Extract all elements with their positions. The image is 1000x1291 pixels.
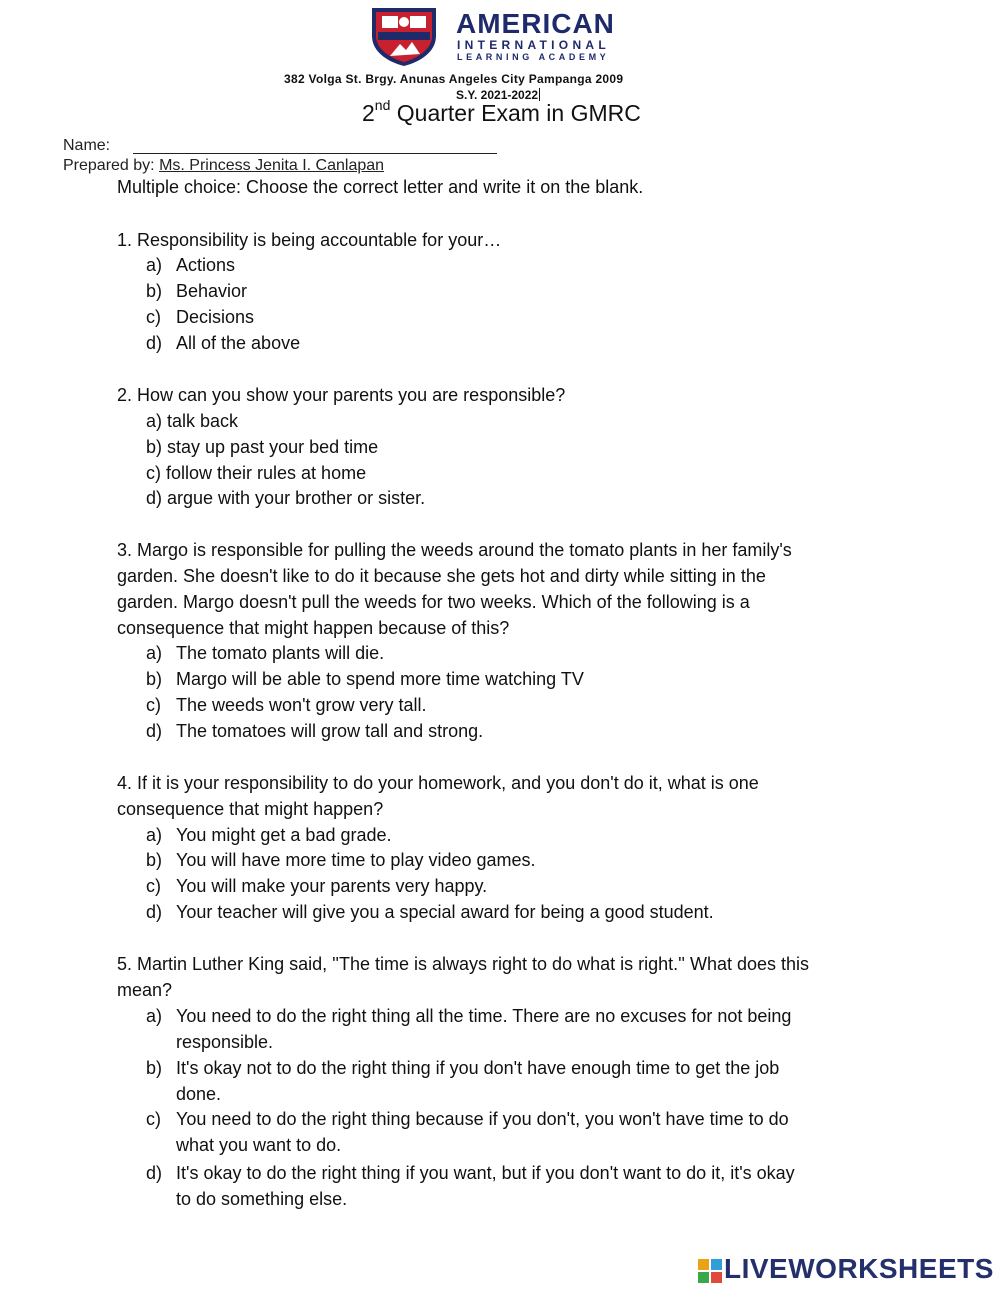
option-text: The tomato plants will die. bbox=[176, 643, 385, 663]
option-letter: c) bbox=[146, 307, 161, 327]
option-letter: c) bbox=[146, 1109, 161, 1129]
option-text: You need to do the right thing because if you don't, you won't have time to do bbox=[176, 1109, 789, 1129]
question-2: 2. How can you show your parents you are responsible? bbox=[117, 385, 566, 405]
question-1: 1. Responsibility is being accountable for your… bbox=[117, 230, 502, 250]
option-text: Margo will be able to spend more time watching TV bbox=[176, 669, 584, 689]
question-3-line-1: 3. Margo is responsible for pulling the weeds around the tomato plants in her family's bbox=[117, 540, 792, 560]
q3-option-b bbox=[146, 666, 584, 692]
option-letter: c) bbox=[146, 876, 161, 896]
q4-option-c bbox=[146, 873, 487, 899]
name-blank-line[interactable] bbox=[133, 153, 497, 154]
option-letter: d) bbox=[146, 721, 163, 741]
option-text: Your teacher will give you a special award for being a good student. bbox=[176, 902, 714, 922]
liveworksheets-brand[interactable]: LIVEWORKSHEETS bbox=[724, 1253, 994, 1284]
prepared-by-label: Prepared by: bbox=[63, 157, 160, 174]
q5-option-d bbox=[146, 1160, 795, 1186]
exam-title-number: 2 bbox=[362, 100, 375, 126]
option-text: You need to do the right thing all the time. There are no excuses for not being bbox=[176, 1006, 792, 1026]
q4-option-a bbox=[146, 822, 392, 848]
option-text: You will make your parents very happy. bbox=[176, 876, 488, 896]
q2-option-d: d) argue with your brother or sister. bbox=[146, 488, 426, 508]
q5-option-c bbox=[146, 1106, 789, 1132]
option-letter: a) bbox=[146, 255, 163, 275]
question-3-line-2: garden. She doesn't like to do it because she gets hot and dirty while sitting in the bbox=[117, 566, 766, 586]
school-address: 382 Volga St. Brgy. Anunas Angeles City Pampanga 2009 bbox=[284, 72, 624, 86]
q4-option-d bbox=[146, 899, 714, 925]
exam-title-text: Quarter Exam in GMRC bbox=[390, 100, 641, 126]
q3-option-d bbox=[146, 718, 483, 744]
q5-option-b bbox=[146, 1055, 779, 1081]
q5-option-a-cont: responsible. bbox=[176, 1032, 274, 1052]
name-label: Name: bbox=[63, 137, 111, 154]
exam-title bbox=[362, 97, 641, 127]
option-text: You will have more time to play video games. bbox=[176, 850, 536, 870]
option-text: It's okay not to do the right thing if you don't have enough time to get the job bbox=[176, 1058, 780, 1078]
q5-option-b-cont: done. bbox=[176, 1084, 222, 1104]
q1-option-b bbox=[146, 278, 247, 304]
option-letter: c) bbox=[146, 695, 161, 715]
question-3-line-3: garden. Margo doesn't pull the weeds for two weeks. Which of the following is a bbox=[117, 592, 750, 612]
q3-option-c bbox=[146, 692, 427, 718]
option-letter: b) bbox=[146, 1058, 163, 1078]
q5-option-d-cont: to do something else. bbox=[176, 1189, 348, 1209]
question-3-line-4: consequence that might happen because of this? bbox=[117, 618, 510, 638]
question-4-line-1: 4. If it is your responsibility to do your homework, and you don't do it, what is one bbox=[117, 773, 759, 793]
option-letter: b) bbox=[146, 669, 163, 689]
q2-option-a: a) talk back bbox=[146, 411, 239, 431]
school-name-line3: LEARNING ACADEMY bbox=[457, 52, 610, 62]
option-text: The tomatoes will grow tall and strong. bbox=[176, 721, 484, 741]
q1-option-c bbox=[146, 304, 254, 330]
option-text: Decisions bbox=[176, 307, 255, 327]
option-text: Behavior bbox=[176, 281, 248, 301]
question-5-line-1: 5. Martin Luther King said, ''The time is always right to do what is right.'' What does this bbox=[117, 954, 810, 974]
option-text: You might get a bad grade. bbox=[176, 825, 392, 845]
q2-option-b: b) stay up past your bed time bbox=[146, 437, 379, 457]
option-letter: d) bbox=[146, 333, 163, 353]
q1-option-d bbox=[146, 330, 300, 356]
option-text: Actions bbox=[176, 255, 236, 275]
option-text: All of the above bbox=[176, 333, 301, 353]
q3-option-a bbox=[146, 640, 384, 666]
option-letter: b) bbox=[146, 281, 163, 301]
q5-option-c-cont: what you want to do. bbox=[176, 1135, 342, 1155]
exam-title-ordinal: nd bbox=[374, 97, 391, 113]
option-text: The weeds won't grow very tall. bbox=[176, 695, 427, 715]
q1-option-a bbox=[146, 252, 235, 278]
q2-option-c: c) follow their rules at home bbox=[146, 463, 367, 483]
school-logo bbox=[368, 6, 440, 68]
option-letter: a) bbox=[146, 1006, 163, 1026]
instructions: Multiple choice: Choose the correct letter and write it on the blank. bbox=[117, 177, 644, 197]
option-letter: a) bbox=[146, 643, 163, 663]
option-letter: a) bbox=[146, 825, 163, 845]
option-letter: b) bbox=[146, 850, 163, 870]
option-letter: d) bbox=[146, 1163, 163, 1183]
school-year-text: S.Y. 2021-2022 bbox=[456, 88, 539, 102]
school-name-line1: AMERICAN bbox=[456, 8, 615, 39]
prepared-by bbox=[63, 157, 384, 175]
option-text: It's okay to do the right thing if you want, but if you don't want to do it, it's okay bbox=[176, 1163, 795, 1183]
question-4-line-2: consequence that might happen? bbox=[117, 799, 384, 819]
q5-option-a bbox=[146, 1003, 791, 1029]
prepared-by-name: Ms. Princess Jenita I. Canlapan bbox=[159, 157, 385, 174]
q4-option-b bbox=[146, 847, 536, 873]
school-name-line2: INTERNATIONAL bbox=[457, 38, 611, 52]
liveworksheets-logo-icon bbox=[698, 1259, 722, 1283]
question-5-line-2: mean? bbox=[117, 980, 173, 1000]
option-letter: d) bbox=[146, 902, 163, 922]
